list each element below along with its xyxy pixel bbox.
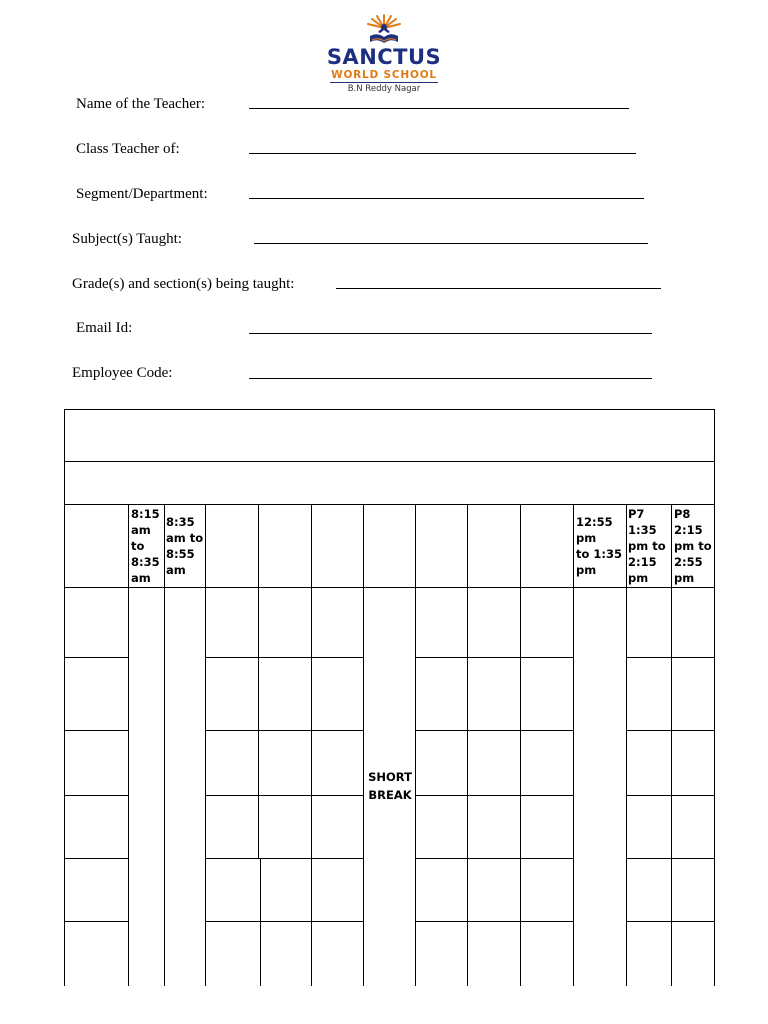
- email-id-label: Email Id:: [76, 320, 133, 336]
- row-divider: [64, 657, 128, 658]
- column-divider: [164, 504, 165, 986]
- column-divider: [467, 504, 468, 986]
- grades-sections-line[interactable]: [336, 288, 661, 289]
- segment-department-line[interactable]: [249, 198, 644, 199]
- column-divider: [311, 504, 312, 986]
- table-border: [64, 409, 65, 986]
- row-divider: [626, 730, 714, 731]
- row-divider: [415, 795, 573, 796]
- grades-sections-label: Grade(s) and section(s) being taught:: [72, 276, 295, 292]
- school-logo: [326, 14, 442, 94]
- column-divider: [128, 504, 129, 986]
- school-subtitle: WORLD SCHOOL: [331, 69, 437, 81]
- row-divider: [64, 858, 128, 859]
- table-border: [714, 409, 715, 986]
- row-divider: [64, 795, 128, 796]
- row-divider: [205, 921, 363, 922]
- segment-department-label: Segment/Department:: [76, 186, 208, 202]
- school-branch: B.N Reddy Nagar: [347, 84, 421, 94]
- column-divider: [573, 504, 574, 986]
- table-border: [64, 409, 715, 410]
- row-divider: [415, 858, 573, 859]
- column-divider: [626, 504, 627, 986]
- column-divider: [258, 504, 259, 859]
- period-header-p7: P7 1:35 pm to 2:15 pm: [628, 507, 666, 585]
- short-break-label: SHORT BREAK: [368, 770, 412, 802]
- row-divider: [626, 795, 714, 796]
- row-divider: [205, 795, 363, 796]
- column-divider: [260, 858, 261, 986]
- column-divider: [415, 504, 416, 986]
- row-divider: [415, 657, 573, 658]
- period-header-p2: 8:35 am to 8:55 am: [166, 515, 204, 577]
- period-header-p8: P8 2:15 pm to 2:55 pm: [674, 507, 712, 585]
- row-divider: [205, 730, 363, 731]
- row-divider: [626, 921, 714, 922]
- row-divider: [626, 657, 714, 658]
- class-teacher-label: Class Teacher of:: [76, 141, 180, 157]
- teacher-name-label: Name of the Teacher:: [76, 96, 206, 112]
- email-id-line[interactable]: [249, 333, 652, 334]
- row-divider: [64, 921, 128, 922]
- row-divider: [64, 587, 715, 588]
- subjects-taught-line[interactable]: [254, 243, 648, 244]
- column-divider: [671, 504, 672, 986]
- row-divider: [205, 858, 363, 859]
- subjects-taught-label: Subject(s) Taught:: [72, 231, 182, 247]
- row-divider: [64, 504, 715, 505]
- employee-code-line[interactable]: [249, 378, 652, 379]
- row-divider: [205, 657, 363, 658]
- column-divider: [520, 504, 521, 986]
- period-header-p6: 12:55 pm to 1:35 pm: [576, 515, 623, 577]
- row-divider: [64, 461, 715, 462]
- period-header-p1: 8:15 am to 8:35 am: [131, 507, 160, 585]
- row-divider: [415, 730, 573, 731]
- employee-code-label: Employee Code:: [72, 365, 173, 381]
- row-divider: [64, 730, 128, 731]
- school-emblem-icon: [364, 14, 404, 46]
- school-name: SANCTUS: [326, 45, 442, 69]
- row-divider: [626, 858, 714, 859]
- column-divider: [205, 504, 206, 986]
- class-teacher-line[interactable]: [249, 153, 636, 154]
- column-divider: [363, 504, 364, 986]
- teacher-name-line[interactable]: [249, 108, 629, 109]
- row-divider: [415, 921, 573, 922]
